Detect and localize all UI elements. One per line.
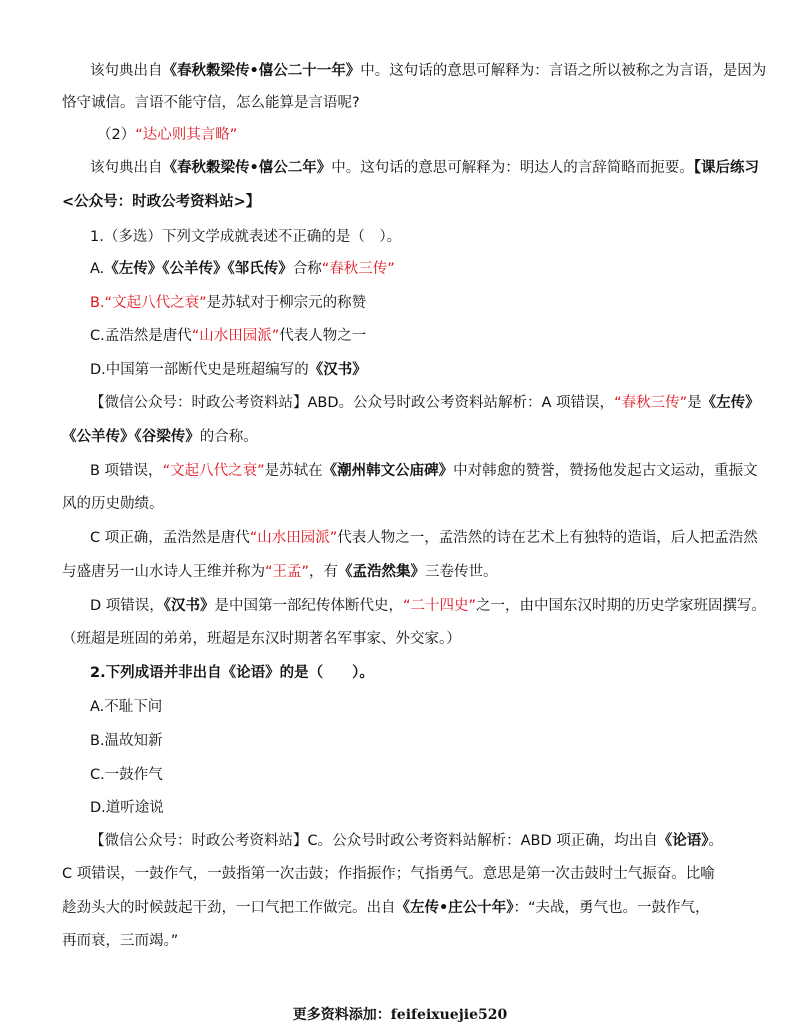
question-2-option-c: C.一鼓作气 (90, 767, 163, 783)
question-2-answer-line-4: 再而衰，三而竭。” (62, 933, 179, 949)
quote-highlight: “文起八代之衰” (162, 463, 265, 479)
text: D.中国第一部断代史是班超编写的 (90, 362, 309, 378)
book-title: 《春秋穀梁传•僖公二十一年》 (162, 63, 361, 79)
question-1-option-a (90, 258, 395, 280)
intro-paragraph-1-line-2: 恪守诚信。言语不能守信，怎么能算是言语呢? (62, 95, 360, 111)
intro-paragraph-2-line-1 (90, 157, 759, 179)
quote-highlight: “春秋三传” (614, 395, 688, 411)
text: ：“夫战，勇气也。一鼓作气， (513, 900, 710, 916)
book-title: 《汉书》 (163, 598, 215, 614)
text: 代表人物之一，孟浩然的诗在艺术上有独特的造诣，后人把孟浩然 (337, 530, 758, 546)
question-1-answer-line-1 (90, 392, 760, 414)
quote-highlight: “二十四史” (403, 598, 477, 614)
book-title: 《左传》《公羊传》《邹氏传》 (104, 261, 293, 277)
text: 该句典出自 (90, 160, 163, 176)
quote-highlight: “山水田园派” (191, 328, 280, 344)
text: 该句典出自 (90, 63, 163, 79)
question-1-explain-d-line-2: （班超是班固的弟弟，班超是东汉时期著名军事家、外交家。） (62, 631, 461, 647)
question-1-option-c (90, 325, 366, 347)
text: 是 (687, 395, 702, 411)
question-2-option-b: B.温故知新 (90, 733, 163, 749)
text: 之一，由中国东汉时期的历史学家班固撰写。 (476, 598, 767, 614)
text: 【微信公众号：时政公考资料站】C。公众号时政公考资料站解析：ABD 项正确，均出自 (90, 833, 658, 849)
question-1-option-b (90, 292, 366, 314)
text: C 项正确，孟浩然是唐代 (90, 530, 250, 546)
text: 【微信公众号：时政公考资料站】ABD。公众号时政公考资料站解析：A 项错误， (90, 395, 615, 411)
text: 。 (708, 833, 724, 849)
question-2-option-a: A.不耻下问 (90, 699, 163, 715)
intro-item-2 (97, 124, 237, 146)
book-title: 《潮州韩文公庙碑》 (322, 463, 454, 479)
text: D 项错误， (90, 598, 164, 614)
question-2-stem: 2.下列成语并非出自《论语》的是（ ）。 (90, 665, 374, 681)
intro-paragraph-1-line-1 (90, 60, 766, 82)
question-1-explain-b-line-2: 风的历史勋绩。 (62, 496, 164, 512)
quote-highlight: “山水田园派” (249, 530, 338, 546)
question-1-explain-d-line-1 (90, 595, 766, 617)
quote-highlight: B.“文起八代之衰” (90, 295, 207, 311)
question-2-option-d: D.道听途说 (90, 800, 164, 816)
item-number: （2） (97, 127, 136, 143)
question-1-explain-b-line-1 (90, 460, 758, 482)
text: 与盛唐另一山水诗人王维并称为 (62, 564, 265, 580)
text: 是苏轼对于柳宗元的称赞 (206, 295, 367, 311)
text: ，有 (309, 564, 339, 580)
question-2-answer-line-2: C 项错误，一鼓作气，一鼓指第一次击鼓；作指振作；气指勇气。意思是第一次击鼓时士气振奋。比喻 (62, 866, 715, 882)
text: A. (90, 261, 105, 277)
text: B 项错误， (90, 463, 163, 479)
question-1-stem: 1.（多选）下列文学成就表述不正确的是（ ）。 (90, 229, 402, 245)
quote-highlight: “达心则其言略” (135, 127, 238, 143)
exercise-heading: 【课后练习 (693, 160, 760, 176)
text: 是中国第一部纪传体断代史， (214, 598, 404, 614)
book-title: 《论语》 (657, 833, 709, 849)
text: 代表人物之一 (279, 328, 367, 344)
text: 是苏轼在 (264, 463, 323, 479)
text: 三卷传世。 (425, 564, 498, 580)
book-title: 《左传》 (701, 395, 760, 411)
quote-highlight: “王孟” (265, 564, 310, 580)
text: 中对韩愈的赞誉，赞扬他发起古文运动，重振文 (453, 463, 758, 479)
intro-paragraph-2-line-2: <公众号：时政公考资料站>】 (62, 194, 261, 210)
book-title: 《孟浩然集》 (338, 564, 426, 580)
book-title: 《左传•庄公十年》 (395, 900, 514, 916)
text: 合称 (292, 261, 322, 277)
text: 中。这句话的意思可解释为：明达人的言辞简略而扼要。 (331, 160, 694, 176)
question-1-explain-c-line-2 (62, 561, 498, 583)
book-title: 《汉书》 (308, 362, 367, 378)
question-1-option-d (90, 359, 367, 381)
text: 的合称。 (199, 429, 258, 445)
book-title: 《公羊传》《谷梁传》 (62, 429, 200, 445)
question-1-explain-c-line-1 (90, 527, 758, 549)
text: C.孟浩然是唐代 (90, 328, 192, 344)
footer-note: 更多资料添加：feifeixuejie520 (292, 1007, 508, 1023)
text: 趁劲头大的时候鼓起干劲，一口气把工作做完。出自 (62, 900, 396, 916)
question-2-answer-line-1 (90, 830, 723, 852)
question-1-answer-line-2 (62, 426, 258, 448)
question-2-answer-line-3 (62, 897, 710, 919)
text: 中。这句话的意思可解释为：言语之所以被称之为言语，是因为 (360, 63, 767, 79)
quote-highlight: “春秋三传” (321, 261, 395, 277)
book-title: 《春秋穀梁传•僖公二年》 (162, 160, 332, 176)
